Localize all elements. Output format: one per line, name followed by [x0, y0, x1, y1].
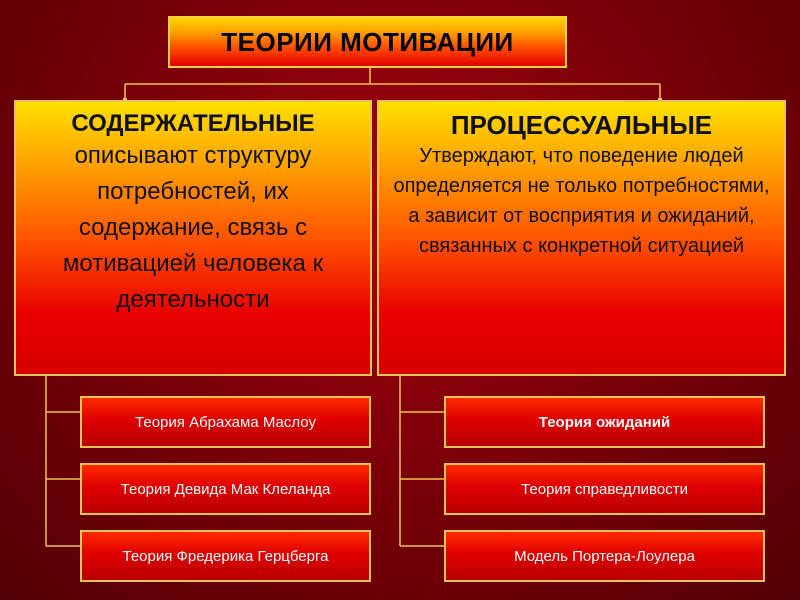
process-theories-box	[377, 100, 786, 376]
model-porter-lawler: Модель Портера-Лоулера	[444, 530, 765, 582]
theory-maslow: Теория Абрахама Маслоу	[80, 396, 371, 448]
content-theories-box	[14, 100, 372, 376]
theory-mcclelland: Теория Девида Мак Клеланда	[80, 463, 371, 515]
content-theories-description: описывают структуру потребностей, их содержание, связь с мотивацией человека к деятельности	[62, 142, 324, 313]
title-box	[168, 16, 567, 68]
theory-expectancy: Теория ожиданий	[444, 396, 765, 448]
theory-equity: Теория справедливости	[444, 463, 765, 515]
theory-herzberg: Теория Фредерика Герцберга	[80, 530, 371, 582]
page-title: ТЕОРИИ МОТИВАЦИИ	[221, 26, 514, 57]
content-theories-heading: СОДЕРЖАТЕЛЬНЫЕ	[71, 110, 315, 137]
process-theories-heading: ПРОЦЕССУАЛЬНЫЕ	[450, 110, 713, 140]
process-theories-description: Утверждают, что поведение людей определяется не только потребностями, а зависит от восприятия и ожиданий, связанных с конкретной ситуацией	[393, 145, 770, 257]
